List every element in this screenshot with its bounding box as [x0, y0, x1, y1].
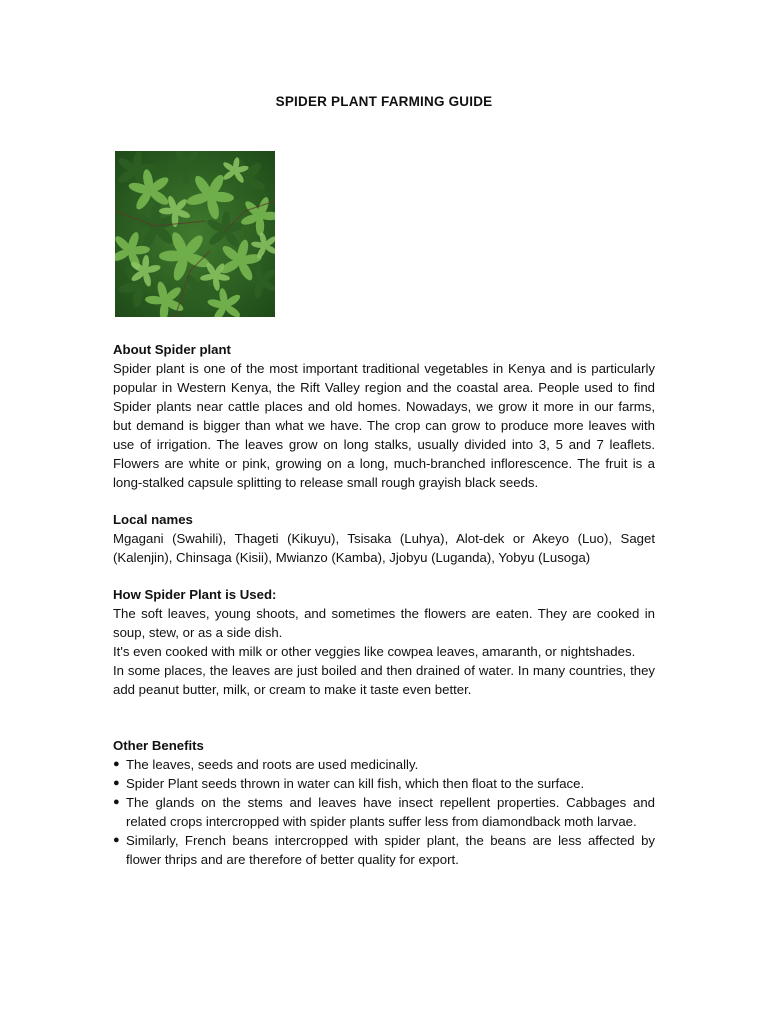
- benefits-list: [113, 755, 655, 869]
- usage-section: [113, 585, 655, 699]
- list-item: [113, 755, 655, 774]
- document-body: [113, 340, 655, 869]
- list-item: [113, 774, 655, 793]
- list-item-text: Similarly, French beans intercropped with spider plant, the beans are less affected by flower thrips and are therefore of better quality for export.: [126, 833, 655, 867]
- document-title: SPIDER PLANT FARMING GUIDE: [275, 94, 493, 109]
- about-heading: About Spider plant: [113, 342, 231, 357]
- bullet-icon: ●: [113, 777, 120, 789]
- list-item-text: The glands on the stems and leaves have insect repellent properties. Cabbages and related crops intercropped with spider plants suffer less from diamondback moth larvae.: [126, 795, 655, 829]
- list-item: [113, 793, 655, 831]
- bullet-icon: ●: [113, 834, 120, 846]
- list-item-text: Spider Plant seeds thrown in water can kill fish, which then float to the surface.: [126, 776, 585, 791]
- benefits-heading: Other Benefits: [113, 738, 204, 753]
- list-item: [113, 831, 655, 869]
- benefits-section: [113, 736, 655, 869]
- bullet-icon: ●: [113, 758, 120, 770]
- bullet-icon: ●: [113, 796, 120, 808]
- about-paragraph: Spider plant is one of the most important traditional vegetables in Kenya and is particularly popular in Western Kenya, the Rift Valley region and the coastal area. People used to find Spider plants near cattle places and old homes. Nowadays, we grow it more in our farms, but demand is bigger than what we have. The crop can grow to produce more leaves with use of irrigation. The leaves grow on long stalks, usually divided into 3, 5 and 7 leaflets. Flowers are white or pink, growing on a long, much-branched inflorescence. The fruit is a long-stalked capsule splitting to release small rough grayish black seeds.: [113, 361, 655, 490]
- local-names-section: [113, 510, 655, 567]
- usage-paragraph: It's even cooked with milk or other veggies like cowpea leaves, amaranth, or nightshades.: [113, 644, 636, 659]
- usage-heading: How Spider Plant is Used:: [113, 587, 277, 602]
- list-item-text: The leaves, seeds and roots are used medicinally.: [126, 757, 419, 772]
- spider-plant-photo: [115, 151, 275, 317]
- local-names-paragraph: Mgagani (Swahili), Thageti (Kikuyu), Tsisaka (Luhya), Alot-dek or Akeyo (Luo), Saget (Kalenjin), Chinsaga (Kisii), Mwianzo (Kamba), Jjobyu (Luganda), Yobyu (Lusoga): [113, 531, 655, 565]
- local-names-heading: Local names: [113, 512, 193, 527]
- usage-paragraph: The soft leaves, young shoots, and sometimes the flowers are eaten. They are cooked in soup, stew, or as a side dish.: [113, 606, 655, 640]
- usage-paragraph: In some places, the leaves are just boiled and then drained of water. In many countries, they add peanut butter, milk, or cream to make it taste even better.: [113, 663, 655, 697]
- about-section: [113, 340, 655, 492]
